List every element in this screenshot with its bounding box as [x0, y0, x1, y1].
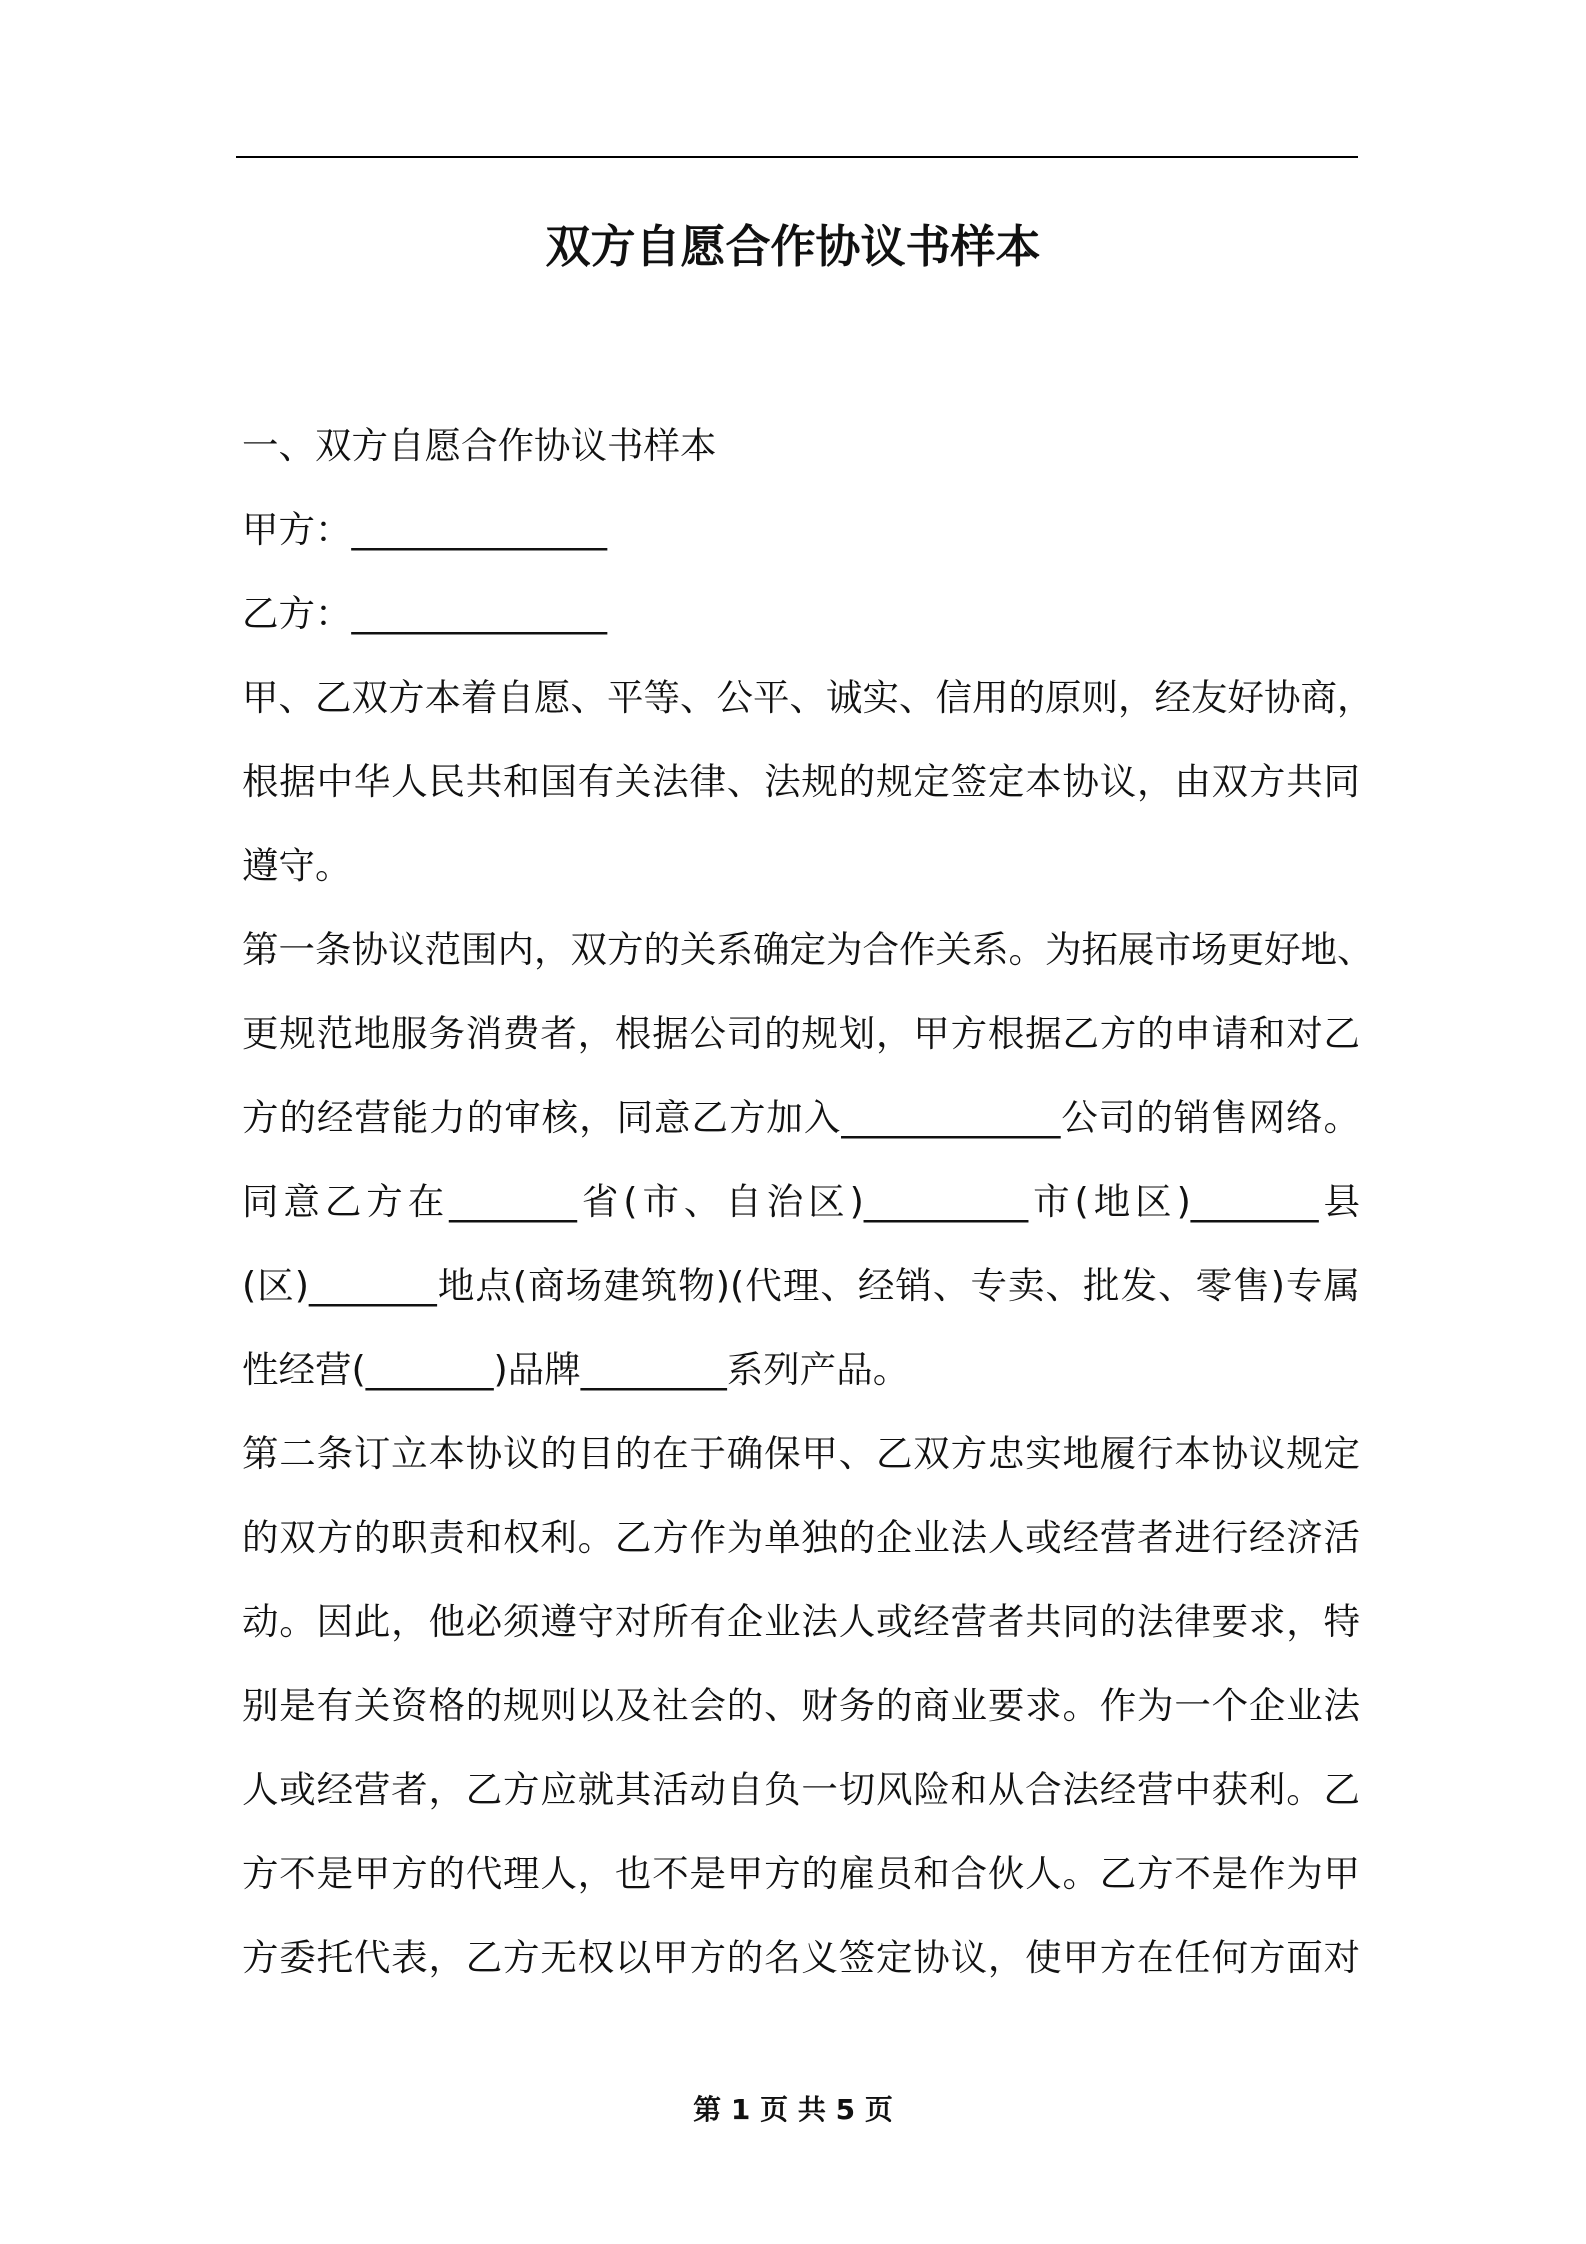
paragraph-line: (区)_______地点(商场建筑物)(代理、经销、专卖、批发、零售)专属	[242, 1264, 1360, 1307]
paragraph-line: 同意乙方在_______省(市、自治区)_________市(地区)_______县	[242, 1180, 1360, 1223]
paragraph-line: 第一条协议范围内，双方的关系确定为合作关系。为拓展市场更好地、	[242, 928, 1374, 971]
paragraph-line: 甲、乙双方本着自愿、平等、公平、诚实、信用的原则，经友好协商，	[242, 676, 1374, 719]
paragraph-line: 动。因此，他必须遵守对所有企业法人或经营者共同的法律要求，特	[242, 1600, 1360, 1643]
paragraph-line: 根据中华人民共和国有关法律、法规的规定签定本协议，由双方共同	[242, 760, 1360, 803]
paragraph-line: 的双方的职责和权利。乙方作为单独的企业法人或经营者进行经济活	[242, 1516, 1360, 1559]
header-rule	[236, 156, 1358, 158]
paragraph-line: 方的经营能力的审核，同意乙方加入____________公司的销售网络。	[242, 1096, 1360, 1139]
document-body	[242, 404, 1374, 2000]
paragraph-line: 更规范地服务消费者，根据公司的规划，甲方根据乙方的申请和对乙	[242, 1012, 1360, 1055]
paragraph-line: 第二条订立本协议的目的在于确保甲、乙双方忠实地履行本协议规定	[242, 1432, 1360, 1475]
paragraph-line: 方不是甲方的代理人，也不是甲方的雇员和合伙人。乙方不是作为甲	[242, 1852, 1360, 1895]
paragraph-line: 性经营(_______)品牌________系列产品。	[242, 1348, 910, 1391]
paragraph-line: 别是有关资格的规则以及社会的、财务的商业要求。作为一个企业法	[242, 1684, 1360, 1727]
section-heading: 一、双方自愿合作协议书样本	[242, 424, 717, 467]
party-a-line: 甲方：______________	[242, 508, 607, 551]
document-title: 双方自愿合作协议书样本	[545, 220, 1041, 273]
paragraph-line: 人或经营者，乙方应就其活动自负一切风险和从合法经营中获利。乙	[242, 1768, 1360, 1811]
party-b-line: 乙方：______________	[242, 592, 607, 635]
paragraph-line: 遵守。	[242, 844, 352, 887]
page-number-footer: 第 1 页 共 5 页	[693, 2093, 893, 2126]
paragraph-line: 方委托代表，乙方无权以甲方的名义签定协议，使甲方在任何方面对	[242, 1936, 1360, 1979]
